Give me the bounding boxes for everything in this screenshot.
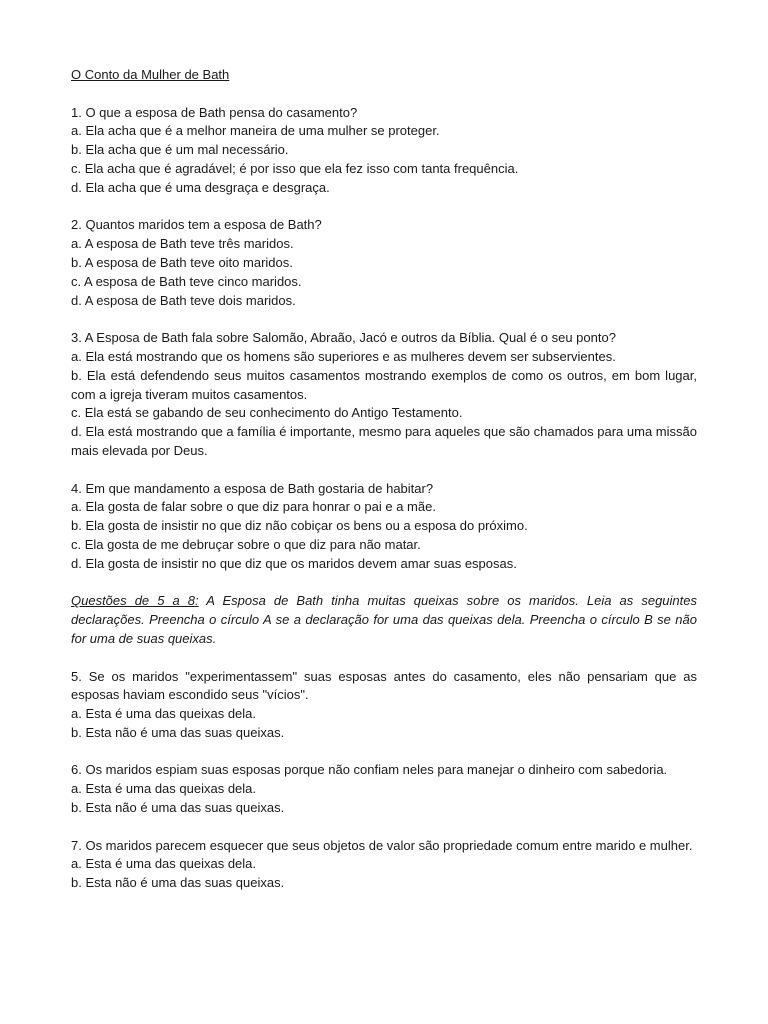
question-block	[71, 668, 697, 743]
question-block	[71, 216, 697, 310]
answer-option: c. Ela acha que é agradável; é por isso que ela fez isso com tanta frequência.	[71, 160, 519, 176]
question-text: 4. Em que mandamento a esposa de Bath gostaria de habitar?	[71, 480, 434, 496]
answer-option: a. Ela acha que é a melhor maneira de uma mulher se proteger.	[71, 123, 440, 139]
question-text: 6. Os maridos espiam suas esposas porque não confiam neles para manejar o dinheiro com sabedoria.	[71, 762, 668, 778]
answer-option: d. Ela acha que é uma desgraça e desgraça.	[71, 179, 330, 195]
instructions-label: Questões de 5 a 8:	[71, 593, 199, 609]
answer-option: a. Esta é uma das queixas dela.	[71, 781, 257, 797]
question-text: 5. Se os maridos "experimentassem" suas esposas antes do casamento, eles não pensariam que as esposas haviam escondido seus "vícios".	[71, 668, 697, 703]
answer-option: c. Ela gosta de me debruçar sobre o que diz para não matar.	[71, 536, 421, 552]
question-block	[71, 329, 697, 461]
question-block	[71, 104, 697, 198]
question-text: 1. O que a esposa de Bath pensa do casamento?	[71, 104, 358, 120]
answer-option: b. Esta não é uma das suas queixas.	[71, 800, 285, 816]
instructions-text: A Esposa de Bath tinha muitas queixas sobre os maridos. Leia as seguintes declarações. Preencha o círculo A se a declaração for uma das queixas dela. Preencha o círculo B se não for uma de suas queixas.	[71, 593, 697, 646]
answer-option: a. Esta é uma das queixas dela.	[71, 856, 257, 872]
question-block	[71, 480, 697, 574]
question-text: 3. A Esposa de Bath fala sobre Salomão, Abraão, Jacó e outros da Bíblia. Qual é o seu ponto?	[71, 330, 616, 346]
question-text: 7. Os maridos parecem esquecer que seus objetos de valor são propriedade comum entre marido e mulher.	[71, 837, 693, 853]
answer-option: b. Ela gosta de insistir no que diz não cobiçar os bens ou a esposa do próximo.	[71, 518, 528, 534]
section-instructions	[71, 592, 697, 648]
answer-option: b. Esta não é uma das suas queixas.	[71, 724, 285, 740]
answer-option: b. Esta não é uma das suas queixas.	[71, 875, 285, 891]
question-block	[71, 837, 697, 893]
answer-option: b. A esposa de Bath teve oito maridos.	[71, 254, 293, 270]
answer-option: a. Ela gosta de falar sobre o que diz para honrar o pai e a mãe.	[71, 499, 436, 515]
answer-option: a. A esposa de Bath teve três maridos.	[71, 236, 294, 252]
document-title: O Conto da Mulher de Bath	[71, 67, 230, 82]
document-page	[71, 66, 697, 912]
answer-option: b. Ela acha que é um mal necessário.	[71, 142, 289, 158]
question-text: 2. Quantos maridos tem a esposa de Bath?	[71, 217, 322, 233]
answer-option: d. Ela está mostrando que a família é importante, mesmo para aqueles que são chamados para uma missão mais elevada por Deus.	[71, 424, 697, 458]
answer-option: d. A esposa de Bath teve dois maridos.	[71, 292, 296, 308]
answer-option: d. Ela gosta de insistir no que diz que os maridos devem amar suas esposas.	[71, 555, 517, 571]
answer-option: a. Ela está mostrando que os homens são superiores e as mulheres devem ser subservientes.	[71, 348, 616, 364]
answer-option: c. Ela está se gabando de seu conhecimento do Antigo Testamento.	[71, 405, 463, 421]
answer-option: c. A esposa de Bath teve cinco maridos.	[71, 273, 302, 289]
question-block	[71, 761, 697, 817]
answer-option: a. Esta é uma das queixas dela.	[71, 706, 257, 722]
answer-option: b. Ela está defendendo seus muitos casamentos mostrando exemplos de como os outros, em bom lugar, com a igreja tiveram muitos casamentos.	[71, 367, 697, 402]
